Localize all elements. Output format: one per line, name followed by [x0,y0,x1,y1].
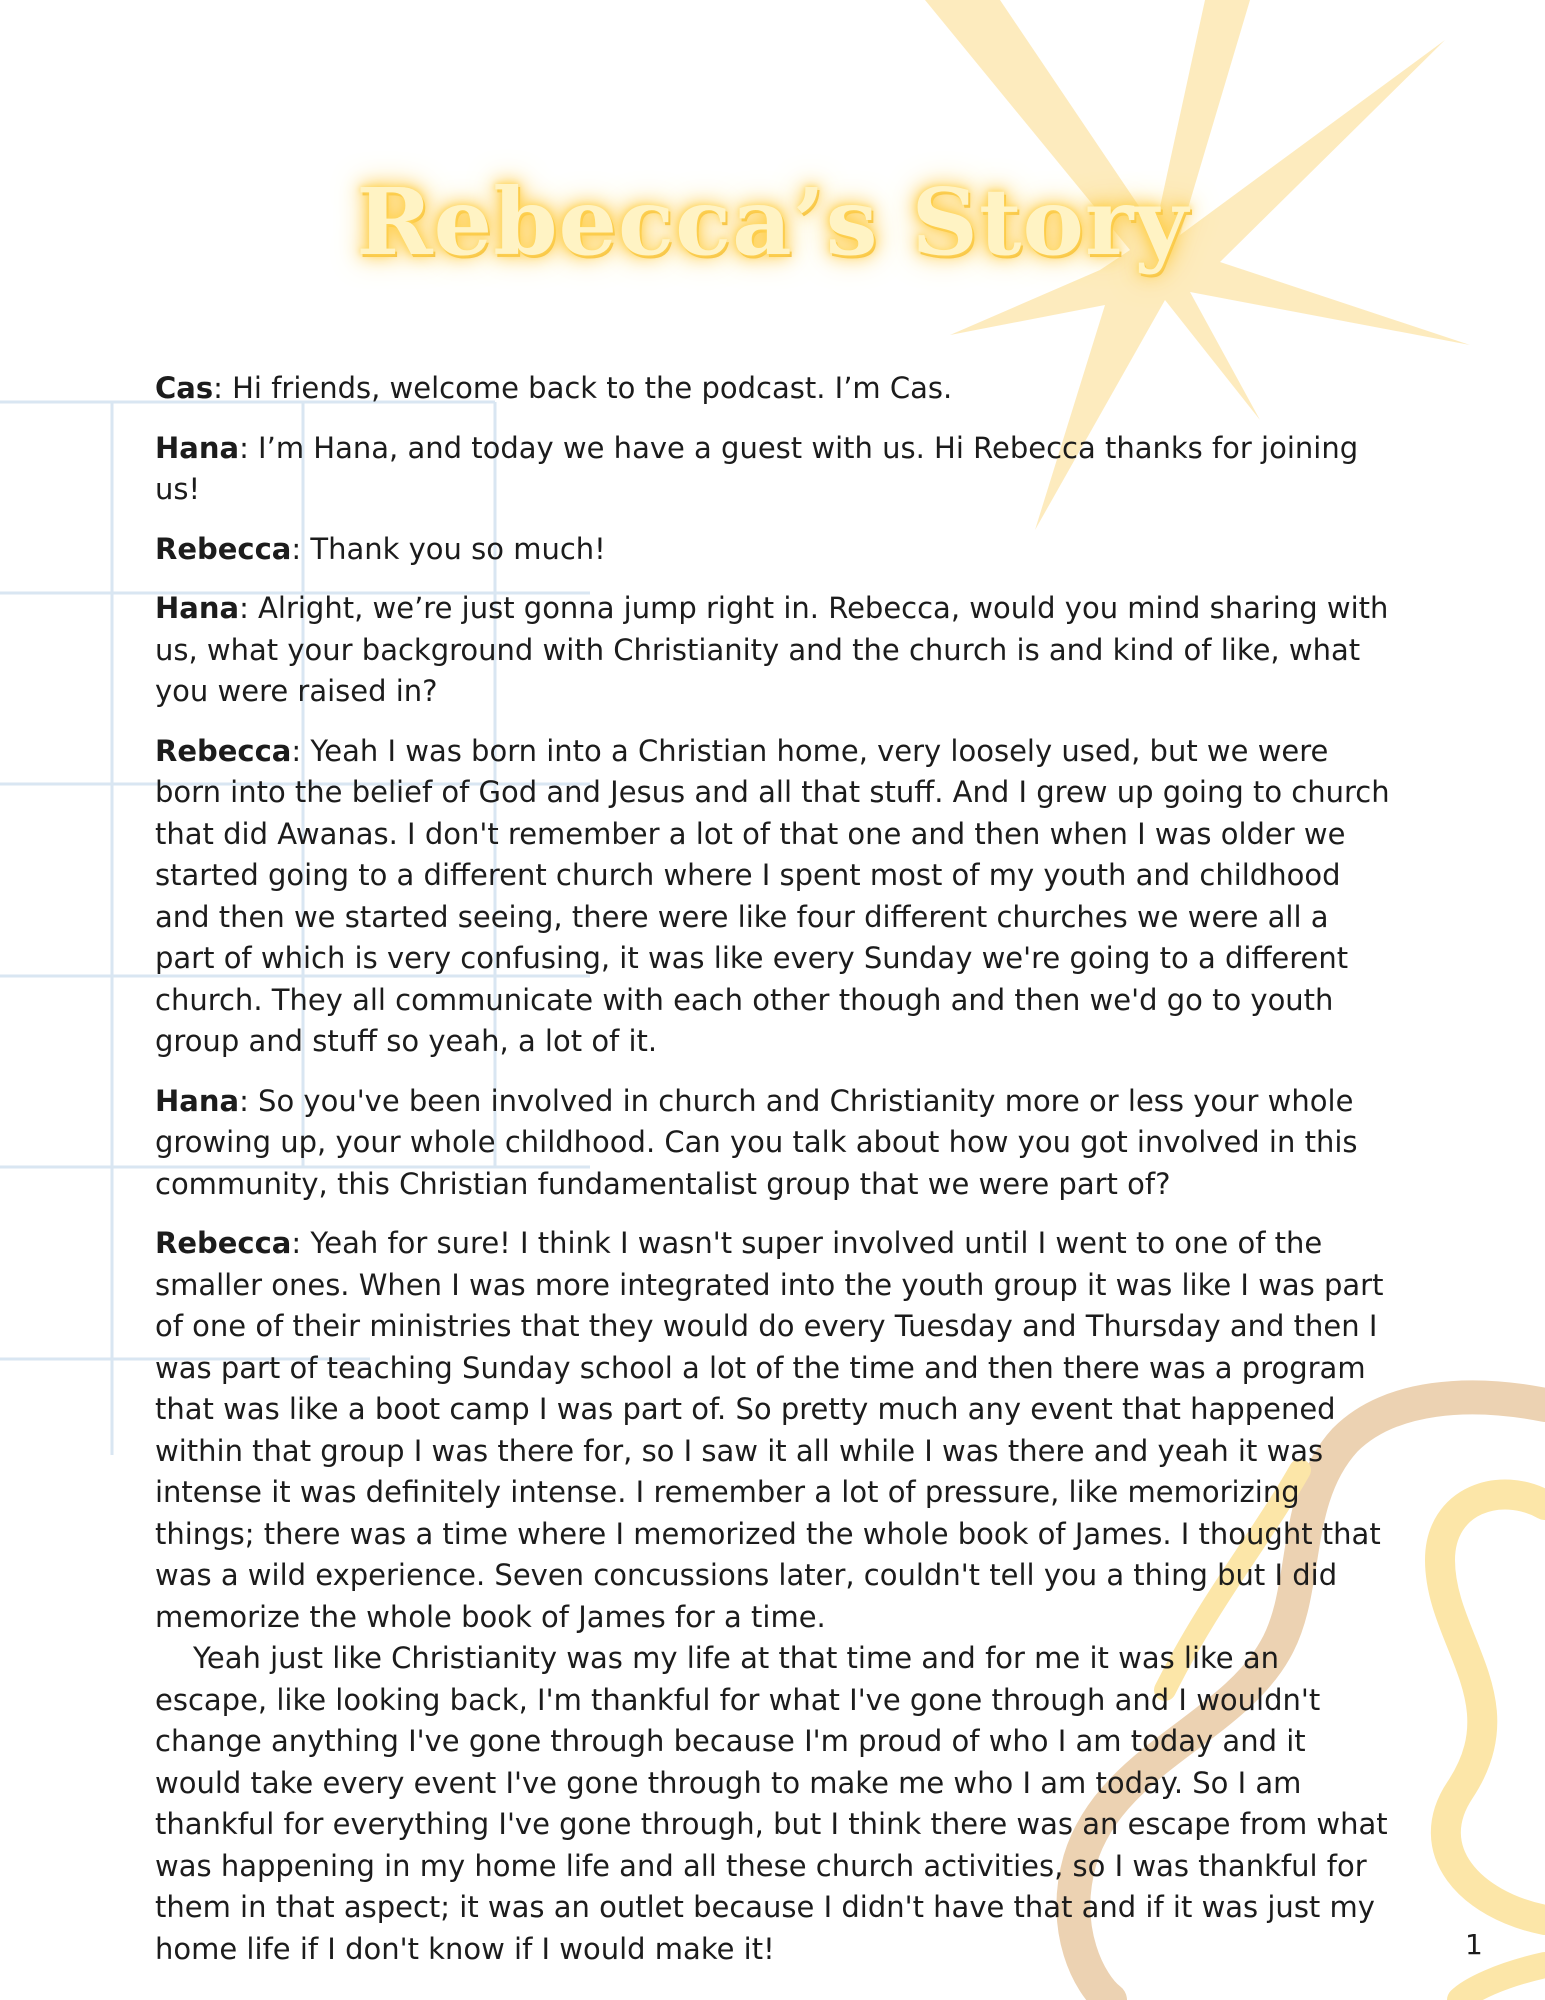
speaker-name: Rebecca [155,531,292,566]
speaker-name: Hana [155,1083,240,1118]
page-number: 1 [1465,1928,1483,1961]
speaker-name: Hana [155,591,240,625]
speaker-name: Cas [155,371,214,405]
transcript-paragraph [155,1223,1395,1638]
speaker-text: : Hi friends, welcome back to the podcast. I’m Cas. [213,371,953,405]
speaker-text: : Thank you so much! [291,531,606,566]
transcript-paragraph [155,428,1395,511]
speaker-name: Rebecca [155,1226,292,1260]
speaker-text: : Alright, we’re just gonna jump right in. Rebecca, would you mind sharing with us, what your background with Christianity and the church is and kind of like, what you were raised in? [155,591,1389,708]
transcript [155,368,1395,1988]
transcript-paragraph [155,368,1395,410]
speaker-text: : Yeah for sure! I think I wasn't super involved until I went to one of the smaller ones. When I was more integrated into the youth group it was like I was part of one of their ministries that they would do every Tuesday and Thursday and then I was part of teaching Sunday school a lot of the time and then there was a program that was like a boot camp I was part of. So pretty much any event that happened within that group I was there for, so I saw it all while I was there and yeah it was intense it was definitely intense. I remember a lot of pressure, like memorizing things; there was a time where I memorized the whole book of James. I thought that was a wild experience. Seven concussions later, couldn't tell you a thing but I did memorize the whole book of James for a time. [155,1226,1384,1634]
speaker-text: : I’m Hana, and today we have a guest with us. Hi Rebecca thanks for joining us! [155,430,1359,506]
page-title: Rebecca’s Story [356,168,1189,276]
speaker-text: : So you've been involved in church and Christianity more or less your whole growing up, your whole childhood. Can you talk about how you got involved in this community, this Christian fundamentalist group that we were part of? [155,1083,1358,1201]
speaker-name: Hana [155,430,240,465]
speaker-text: : Yeah I was born into a Christian home, very loosely used, but we were born into the belief of God and Jesus and all that stuff. And I grew up going to church that did Awanas. I don't remember a lot of that one and then when I was older we started going to a different church where I spent most of my youth and childhood and then we started seeing, there were like four different churches we were all a part of which is very confusing, it was like every Sunday we're going to a different church. They all communicate with each other though and then we'd go to youth group and stuff so yeah, a lot of it. [155,733,1390,1058]
transcript-paragraph [155,588,1395,713]
transcript-paragraph [155,731,1395,1063]
transcript-paragraph [155,529,1395,571]
speaker-name: Rebecca [155,733,292,768]
transcript-paragraph [155,1081,1395,1206]
transcript-continuation: Yeah just like Christianity was my life at that time and for me it was like an escape, like looking back, I'm thankful for what I've gone through and I wouldn't change anything I've gone through because I'm proud of who I am today and it would take every event I've gone through to make me who I am today. So I am thankful for everything I've gone through, but I think there was an escape from what was happening in my home life and all these church activities, so I was thankful for them in that aspect; it was an outlet because I didn't have that and if it was just my home life if I don't know if I would make it! [155,1641,1388,1966]
